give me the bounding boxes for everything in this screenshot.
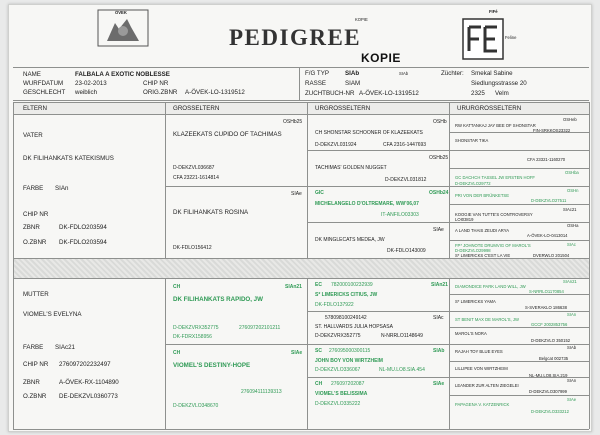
breeder-label: Züchter:: [441, 70, 464, 77]
g2-color: OSHn: [567, 188, 579, 193]
g2-reg: NL-MU.LO8.SIA.219: [529, 373, 568, 378]
race-label: RASSE: [305, 80, 326, 87]
g2-name: MAROL'S NORA: [455, 331, 487, 336]
fife-brand: FIFé: [489, 9, 498, 14]
gp-reg: DK-FDLO156412: [173, 245, 212, 251]
g2-color: OSHa: [567, 223, 579, 228]
gp-name: DK FILIHANKATS RAPIDO, JW: [173, 296, 263, 303]
col-great-grandparents: URGROSSELTERN: [315, 105, 371, 112]
g2-name: PAPAGENA V. KATZENRICK: [455, 402, 510, 407]
ggp-name: TACHIMAS' GOLDEN NUGGET: [315, 165, 387, 171]
g2-reg: A-ÖVEK-LO-0413014: [527, 233, 568, 238]
gp-reg2: 276097202101211: [239, 325, 281, 331]
ggp-color: SIAe: [433, 381, 445, 387]
kopie-small: KOPIE: [355, 17, 368, 22]
g2-color: OSHba: [565, 170, 579, 175]
ggp-reg2: CFA 2316-1447693: [383, 142, 427, 148]
ggp-color: SIAn21: [431, 282, 448, 288]
g2-reg: LOI03819: [455, 217, 474, 222]
dam-role: MUTTER: [23, 291, 49, 298]
gp-color: SIAe: [291, 350, 303, 356]
g2-reg: CFA 23321-1160270: [527, 157, 566, 162]
gp-title: CH: [173, 284, 181, 290]
sire-zbnr: DK-FDLO203594: [59, 224, 107, 231]
g2-name: S* LIMERICKS YAMA: [455, 299, 496, 304]
pedigree-sheet: [8, 4, 592, 432]
logo-top-text: ÖVEK: [115, 10, 127, 15]
ggp-color: SIAe: [433, 227, 444, 233]
ggp-reg: DK-FDLO137922: [315, 302, 354, 308]
g2-reg: S-SVERAKLO 186638: [525, 305, 567, 310]
ggp-reg: D-DEKZVL031812: [385, 177, 427, 183]
orig-reg-label: ORIG.ZBNR: [143, 89, 178, 96]
ggp-chip: 578098100249142: [325, 315, 367, 321]
dam-name: VIOMEL'S EVELYNA: [23, 311, 82, 318]
ggp-name: S* LIMERICKS CITIUS, JW: [315, 292, 378, 298]
ggp-reg: D-DEKZVLO336067: [315, 367, 361, 373]
gp-reg3: DK-FDRX158956: [173, 334, 212, 340]
sire-zbnr-label: ZBNR: [23, 224, 40, 231]
col-parents: ELTERN: [23, 105, 47, 112]
g2-color: SIAn: [567, 312, 577, 317]
g2-name: PRI VON DER BRÜNKETSE: [455, 193, 509, 198]
gp-name: DK FILIHANKATS ROSINA: [173, 209, 249, 216]
ggp-reg: IT-ANFILO03303: [381, 212, 419, 218]
g2-color: SIAn: [567, 378, 577, 383]
col-great2-grandparents: URURGROSSELTERN: [457, 105, 522, 112]
dam-zbnr: A-ÖVEK-RX-1104890: [59, 379, 119, 386]
dam-chip-label: CHIP NR: [23, 361, 49, 368]
sire-role: VATER: [23, 132, 43, 139]
ggp-chip: 276095000300115: [329, 348, 371, 354]
ggp-title: CH: [315, 381, 323, 387]
g2-name: FP* JOHNOTE DRUMVIG OF MAROL'S: [455, 243, 531, 248]
g2-color: SIAe: [567, 397, 577, 402]
ggp-reg2: NL-MU.LO8.SIA.454: [379, 367, 425, 373]
sire-color: SIAn: [55, 185, 69, 192]
ggp-color: OSHb: [433, 119, 447, 125]
g2-name: SHONSTAR TIKA: [455, 138, 489, 143]
ggp-reg2: N-NRRLO1148649: [381, 333, 423, 339]
birth-label: WURFDATUM: [23, 80, 64, 87]
street-value: Siedlungsstrasse 20: [471, 80, 527, 87]
ggp-title: EC: [315, 282, 322, 288]
ggp-name: DK MINGLECATS MEDEA, JW: [315, 237, 385, 243]
fgtyp-value: SIAb: [345, 70, 360, 77]
dam-color-label: FARBE: [23, 344, 44, 351]
ggp-color: OSHb24: [429, 190, 449, 196]
gp-reg2: CFA 23221-1614814: [173, 175, 219, 181]
sire-ozbnr-label: O.ZBNR: [23, 239, 47, 246]
gp-reg2: 276094111139313: [241, 389, 282, 395]
gp-title: CH: [173, 350, 181, 356]
ggp-reg: D-DEKZVRX352775: [315, 333, 361, 339]
sex-value: weiblich: [75, 89, 98, 96]
g2-name: GC DACHCH TASSEL JW ERSTEN HOFF: [455, 175, 535, 180]
divider-band: [14, 258, 589, 278]
g2-name: RAJAH TOY BLUE EYES: [455, 349, 503, 354]
ggp-title: GIC: [315, 190, 324, 196]
oevek-logo: [97, 9, 149, 47]
sire-chip-label: CHIP NR: [23, 211, 49, 218]
gp-reg: D-DEKZVRX352775: [173, 325, 219, 331]
fife-emblem-icon: [461, 17, 505, 61]
ggp-name: VIOMEL'S BELISSIMA: [315, 391, 368, 397]
ggp-name: ST. HALLVARDS JULIA HOPSASA: [315, 324, 393, 330]
dam-color: SIAc21: [55, 344, 75, 351]
g2-name: RW KATTANKAJ JAY BEE OF SHONSTAR: [455, 123, 536, 128]
city-value: Velm: [495, 90, 509, 97]
page-title: PEDIGREE: [229, 25, 362, 50]
g2-reg: FIN-SRKKOS23322: [533, 128, 571, 133]
dam-chip: 276097202232497: [59, 361, 111, 368]
ggp-title: SC: [315, 348, 322, 354]
g2-color: OSHeb: [563, 117, 577, 122]
race-value: SIAM: [345, 80, 361, 87]
g2-name: DIAMONDICE PARK LAND WILL, JW: [455, 284, 526, 289]
ggp-name: CH SHONSTAR SCHOONER OF KLAZEEKATS: [315, 130, 423, 136]
dam-ozbnr: DE-DEKZVL0360773: [59, 393, 118, 400]
ggp-color: SIAb: [433, 348, 445, 354]
sire-color-label: FARBE: [23, 185, 44, 192]
fgtyp-small: SIAb: [399, 71, 409, 76]
g2-reg: DVERWLO 201504: [533, 253, 570, 258]
zip-value: 2325: [471, 90, 485, 97]
dam-ozbnr-label: O.ZBNR: [23, 393, 47, 400]
fife-side-text: Feline: [505, 35, 517, 40]
ggp-color: OSHb25: [429, 155, 449, 161]
g2-reg: D-DEKZVLO307999: [529, 389, 567, 394]
ggp-color: SIAc: [433, 315, 444, 321]
g2-color: SIAc: [567, 242, 576, 247]
g2-name: LILLIPEE VON WIRTZHEIM: [455, 366, 508, 371]
studbook-value: A-ÖVEK-LO-1319512: [359, 90, 419, 97]
g2-reg: GCCF 2002853756: [531, 322, 568, 327]
g2-reg: Belgcat 002735: [539, 356, 569, 361]
gp-color: SIAe: [291, 191, 302, 197]
gp-name: VIOMEL'S DESTINY-HOPE: [173, 362, 251, 369]
g2-color: SIAn21: [563, 279, 577, 284]
name-label: NAME: [23, 71, 41, 78]
gp-name: KLAZEEKATS CUPIDO OF TACHIMAS: [173, 131, 282, 138]
gp-color: OSHb25: [283, 119, 303, 125]
studbook-label: ZUCHTBUCH-NR: [305, 90, 355, 97]
g2-color: SIAb: [567, 345, 577, 350]
ggp-chip: 782000100232939: [331, 282, 373, 288]
birth-date: 23-02-2013: [75, 80, 107, 87]
g2-name: A LAND THAIS ZEUDI ARYA: [455, 228, 509, 233]
g2-reg: D-DEKZVLO27511: [531, 198, 567, 203]
gp-reg: D-DEKZVLO348670: [173, 403, 219, 409]
g2-color: SIAc21: [563, 207, 577, 212]
ggp-reg: DK-FDLO143009: [387, 248, 426, 254]
dam-zbnr-label: ZBNR: [23, 379, 40, 386]
sire-name: DK FILIHANKATS KATEKISMUS: [23, 155, 114, 162]
g2-name: S* LIMERICKS C'EST LA VIE: [455, 253, 511, 258]
ggp-name: MICHELANGELO D'OLTREMARE, WW'06,07: [315, 201, 419, 207]
kopie-stamp: KOPIE: [361, 51, 401, 65]
col-grandparents: GROSSELTERN: [173, 105, 220, 112]
g2-name: LEANDER ZUR ALTEN ZIEGELEI: [455, 383, 519, 388]
cat-name: FALBALA A EXOTIC NOBLESSE: [75, 71, 170, 78]
ggp-reg: D-DEKZVLO335222: [315, 401, 361, 407]
ggp-reg: D-DEKZVL031924: [315, 142, 357, 148]
orig-reg-value: A-ÖVEK-LO-1319512: [185, 89, 245, 96]
fife-logo: [461, 9, 505, 61]
gp-reg: D-DEKZVL036687: [173, 165, 215, 171]
sex-label: GESCHLECHT: [23, 89, 66, 96]
g2-reg: D-DEKZVLO333212: [531, 409, 569, 414]
g2-reg: S-NRRLO1170854: [529, 289, 564, 294]
breeder-value: Smekal Sabine: [471, 70, 513, 77]
fgtyp-label: F/G TYP: [305, 70, 329, 77]
g2-reg: D-DEKZVLO29998: [455, 248, 491, 253]
ggp-name: JOHN BOY VON WIRTZHEIM: [315, 358, 383, 364]
sire-ozbnr: DK-FDLO203594: [59, 239, 107, 246]
g2-reg: D-DEKZVLO 350152: [531, 338, 571, 343]
g2-name: ST BENIT MAX DE MAROL'S, JW: [455, 317, 519, 322]
g2-reg: D-DEKZVLO29772: [455, 181, 491, 186]
ggp-chip: 276097202087: [331, 381, 365, 387]
g2-name: KOOGIE VAN TUTTE'S CONTROVERSY: [455, 212, 533, 217]
chip-label: CHIP NR: [143, 80, 169, 87]
gp-color: SIAn21: [285, 284, 302, 290]
